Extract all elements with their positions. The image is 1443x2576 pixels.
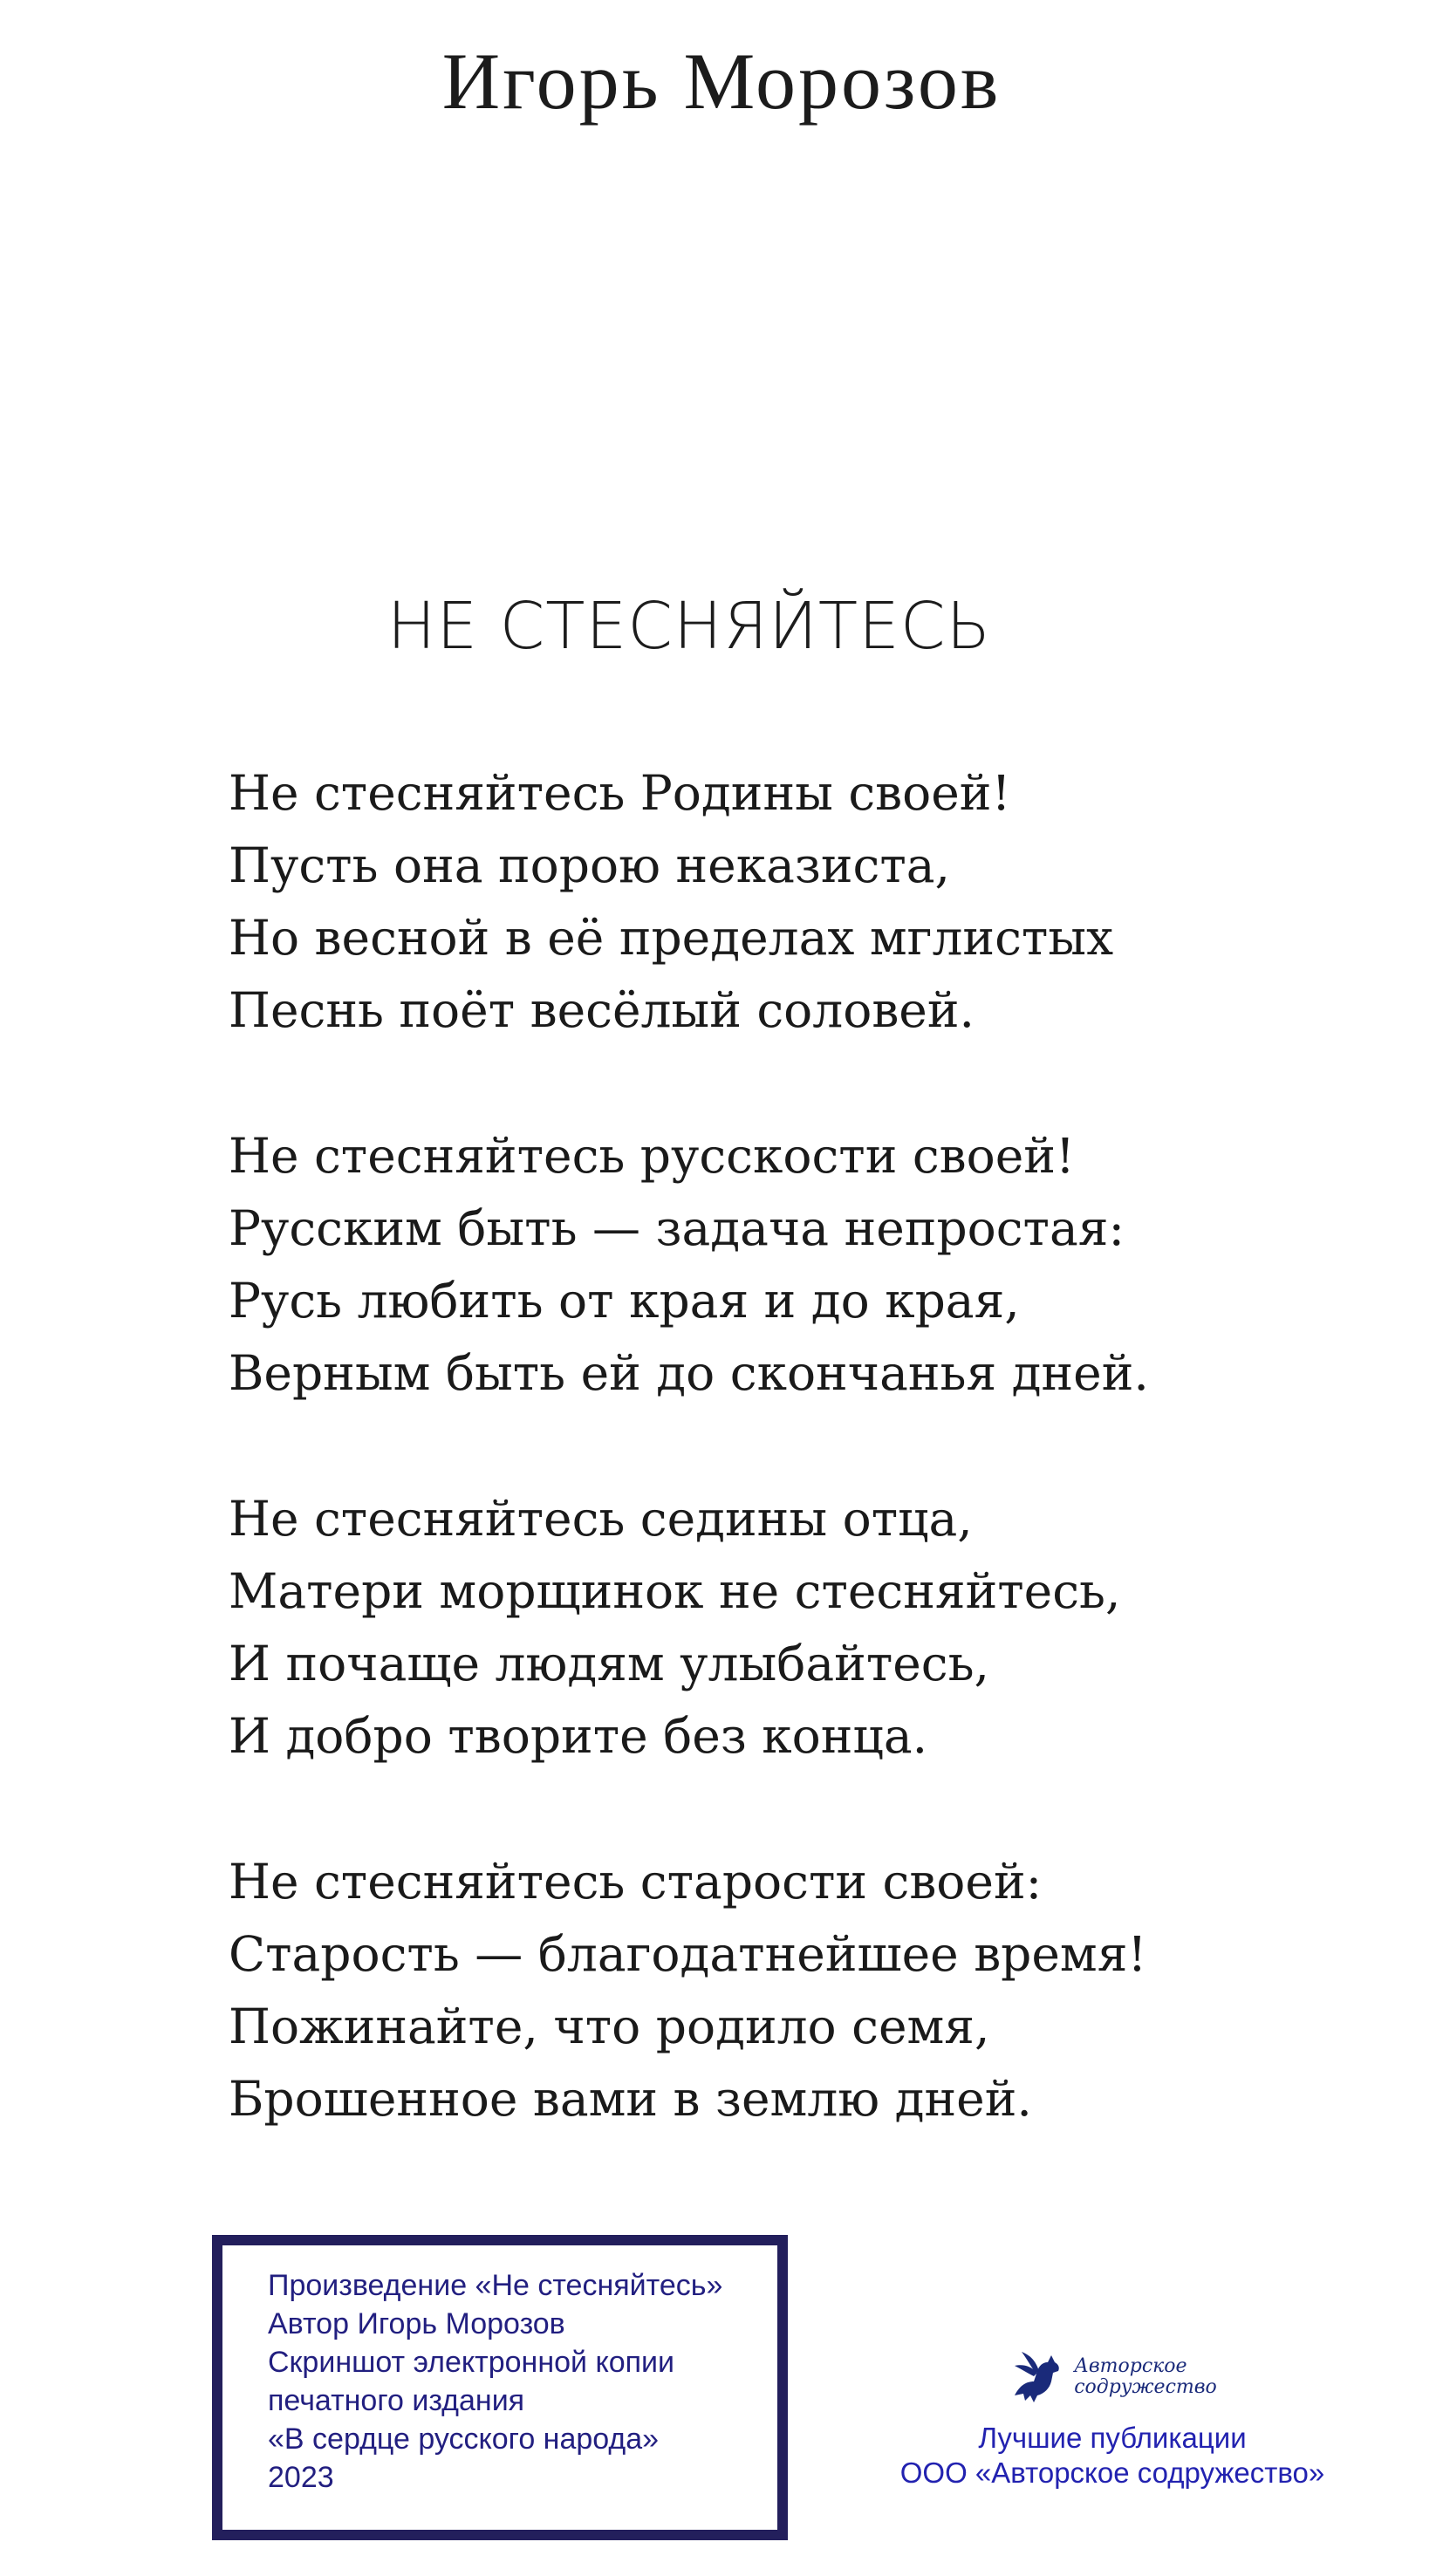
- poem-line: Не стесняйтесь седины отца,: [229, 1491, 973, 1547]
- publisher-logo: [1008, 2342, 1217, 2412]
- poem-line: Не стесняйтесь старости своей:: [229, 1854, 1043, 1910]
- poem-line: И почаще людям улыбайтесь,: [229, 1636, 990, 1691]
- poem-title: НЕ СТЕСНЯЙТЕСЬ: [386, 589, 992, 664]
- publisher-tagline: Лучшие публикации: [978, 2422, 1247, 2454]
- stanza-3: [229, 1483, 1363, 1773]
- poem-line: И добро творите без конца.: [229, 1708, 928, 1764]
- info-line-screenshot: Скриншот электронной копии: [268, 2346, 675, 2379]
- publication-info-box: [212, 2235, 788, 2540]
- publisher-block: [816, 2342, 1409, 2491]
- poem-line: Старость — благодатнейшее время!: [229, 1926, 1147, 1982]
- info-line-edition: печатного издания: [268, 2384, 525, 2417]
- info-line-year: 2023: [268, 2461, 334, 2494]
- poem-line: Но весной в её пределах мглистых: [229, 910, 1114, 966]
- info-line-work: Произведение «Не стесняйтесь»: [268, 2269, 723, 2302]
- poem-line: Верным быть ей до скончанья дней.: [229, 1345, 1149, 1401]
- info-line-book: «В сердце русского народа»: [268, 2422, 660, 2456]
- logo-text-line1: Авторское: [1074, 2355, 1187, 2377]
- publisher-name: ООО «Авторское содружество»: [899, 2456, 1325, 2489]
- stanza-4: [229, 1846, 1363, 2135]
- poem-line: Пусть она порою неказиста,: [229, 837, 951, 893]
- info-line-author: Автор Игорь Морозов: [268, 2307, 565, 2340]
- poem-line: Русь любить от края и до края,: [229, 1273, 1020, 1329]
- poem-line: Песнь поёт весёлый соловей.: [229, 982, 975, 1038]
- poem-line: Не стесняйтесь русскости своей!: [229, 1128, 1076, 1184]
- poem-line: Не стесняйтесь Родины своей!: [229, 765, 1011, 821]
- poem-line: Брошенное вами в землю дней.: [229, 2071, 1032, 2127]
- stanza-2: [229, 1120, 1363, 1410]
- poem-line: Пожинайте, что родило семя,: [229, 1999, 990, 2054]
- poem-line: Матери морщинок не стесняйтесь,: [229, 1563, 1121, 1619]
- author-name: Игорь Морозов: [441, 37, 1002, 126]
- stanza-1: [229, 757, 1363, 1047]
- logo-text-line2: содружество: [1074, 2376, 1217, 2398]
- flying-horse-icon: [1008, 2347, 1069, 2408]
- poem-line: Русским быть — задача непростая:: [229, 1200, 1125, 1256]
- poem-body: [229, 757, 1363, 2209]
